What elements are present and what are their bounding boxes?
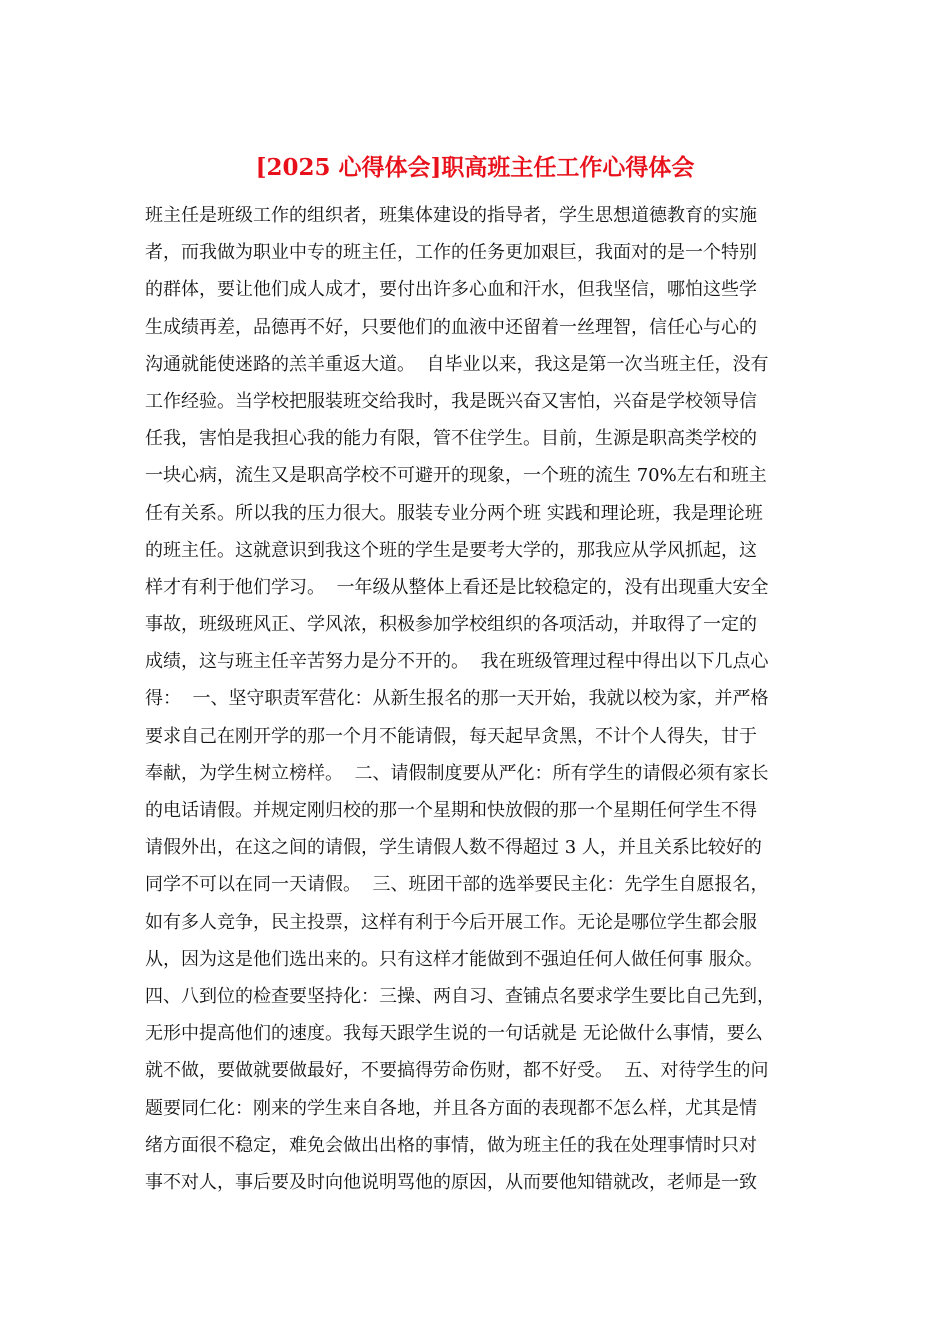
body-line: 的群体，要让他们成人成才，要付出许多心血和汗水，但我坚信，哪怕这些学 (145, 279, 757, 301)
body-line: 同学不可以在同一天请假。 三、班团干部的选举要民主化：先学生自愿报名， (145, 874, 769, 896)
body-line: 奉献，为学生树立榜样。 二、请假制度要从严化：所有学生的请假必须有家长 (145, 762, 769, 784)
body-line: 得： 一、坚守职责军营化：从新生报名的那一天开始，我就以校为家，并严格 (145, 688, 769, 710)
body-line: 生成绩再差，品德再不好，只要他们的血液中还留着一丝理智，信任心与心的 (145, 316, 757, 338)
body-line: 从，因为这是他们选出来的。只有这样才能做到不强迫任何人做任何事 服众。 (145, 948, 763, 970)
body-line: 四、八到位的检查要坚持化：三操、两自习、查铺点名要求学生要比自己先到， (145, 985, 775, 1007)
body-line: 就不做，要做就要做最好，不要搞得劳命伤财，都不好受。 五、对待学生的问 (145, 1060, 769, 1082)
document-body (145, 197, 815, 1201)
body-line: 工作经验。当学校把服装班交给我时，我是既兴奋又害怕，兴奋是学校领导信 (145, 390, 757, 412)
body-line: 事故，班级班风正、学风浓，积极参加学校组织的各项活动，并取得了一定的 (145, 614, 757, 636)
body-line: 事不对人，事后要及时向他说明骂他的原因，从而要他知错就改，老师是一致 (145, 1171, 757, 1193)
body-line: 者，而我做为职业中专的班主任，工作的任务更加艰巨，我面对的是一个特别 (145, 242, 757, 264)
body-line: 一块心病，流生又是职高学校不可避开的现象，一个班的流生 70%左右和班主 (145, 465, 767, 487)
body-line: 请假外出，在这之间的请假，学生请假人数不得超过 3 人，并且关系比较好的 (145, 837, 762, 859)
body-line: 任有关系。所以我的压力很大。服装专业分两个班 实践和理论班，我是理论班 (145, 502, 763, 524)
body-line: 的电话请假。并规定刚归校的那一个星期和快放假的那一个星期任何学生不得 (145, 800, 757, 821)
body-line: 的班主任。这就意识到我这个班的学生是要考大学的，那我应从学风抓起，这 (145, 539, 757, 561)
body-line: 成绩，这与班主任辛苦努力是分不开的。 我在班级管理过程中得出以下几点心 (145, 651, 769, 673)
body-line: 沟通就能使迷路的羔羊重返大道。 自毕业以来，我这是第一次当班主任，没有 (145, 353, 769, 375)
body-line: 题要同仁化：刚来的学生来自各地，并且各方面的表现都不怎么样，尤其是情 (145, 1097, 757, 1119)
body-line: 要求自己在刚开学的那一个月不能请假，每天起早贪黑，不计个人得失，甘于 (145, 725, 757, 747)
body-line: 如有多人竞争，民主投票，这样有利于今后开展工作。无论是哪位学生都会服 (145, 911, 757, 933)
body-line: 班主任是班级工作的组织者，班集体建设的指导者，学生思想道德教育的实施 (145, 205, 757, 226)
body-line: 无形中提高他们的速度。我每天跟学生说的一句话就是 无论做什么事情，要么 (145, 1023, 763, 1045)
body-line: 任我，害怕是我担心我的能力有限，管不住学生。目前，生源是职高类学校的 (145, 428, 757, 450)
body-line: 样才有利于他们学习。 一年级从整体上看还是比较稳定的，没有出现重大安全 (145, 576, 769, 598)
body-line: 绪方面很不稳定，难免会做出出格的事情，做为班主任的我在处理事情时只对 (145, 1134, 757, 1156)
document-title: [2025 心得体会]职高班主任工作心得体会 (255, 154, 695, 181)
